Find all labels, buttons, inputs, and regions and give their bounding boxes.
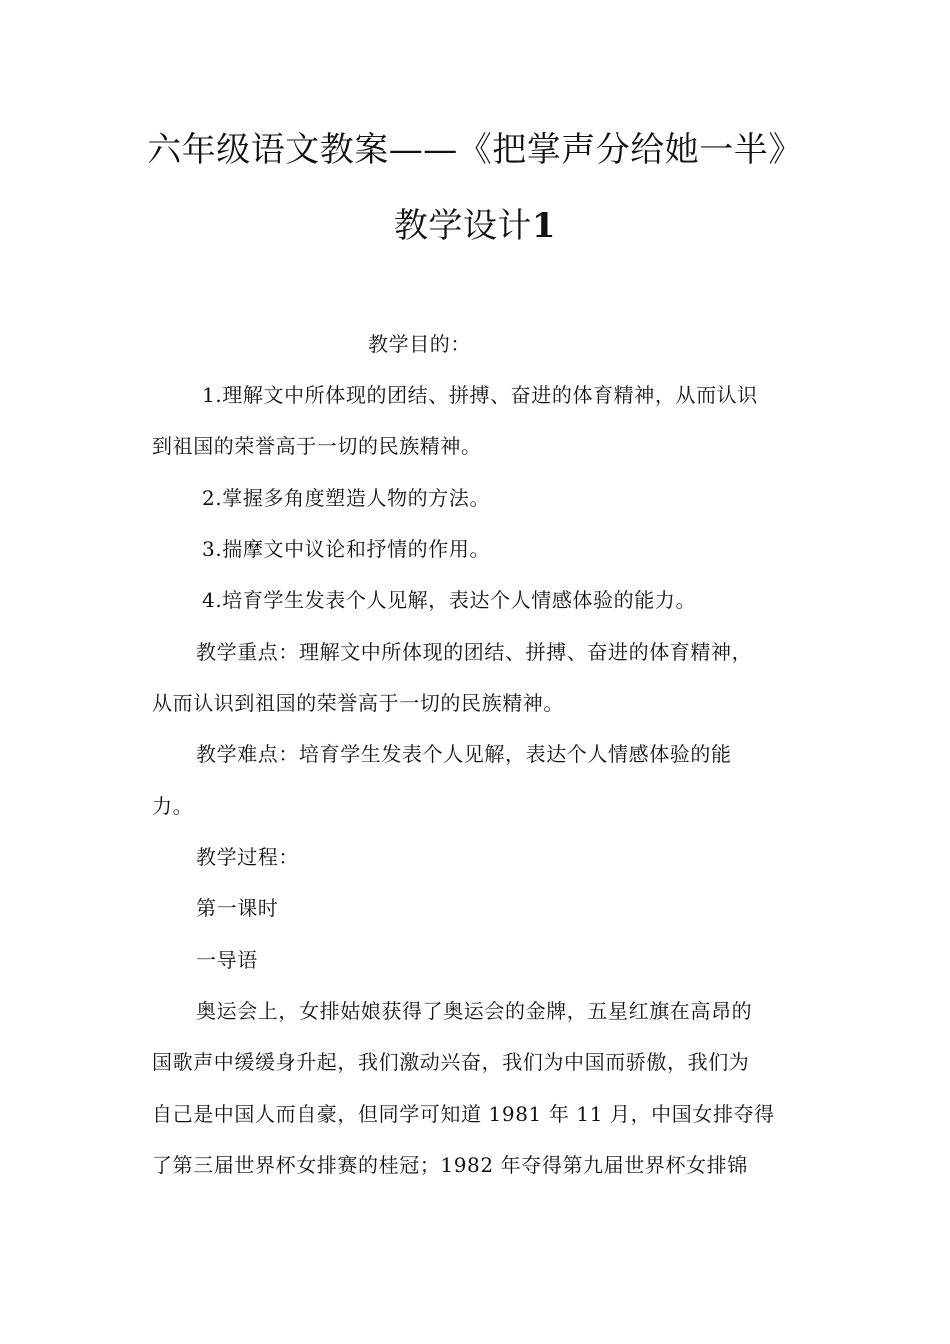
title-number: 1 — [531, 206, 557, 246]
intro-heading: 一导语 — [196, 948, 258, 972]
paragraph-line-2: 国歌声中缓缓身升起，我们激动兴奋，我们为中国而骄傲，我们为 — [152, 1050, 750, 1074]
objectives-heading: 教学目的： — [368, 332, 471, 356]
title-text: 教学设计 — [393, 206, 532, 246]
lesson-heading: 第一课时 — [196, 896, 279, 920]
teaching-difficulty-line-1: 教学难点：培育学生发表个人见解，表达个人情感体验的能 — [196, 742, 732, 766]
objective-2: 2.掌握多角度塑造人物的方法。 — [202, 486, 491, 510]
objective-1-line-2: 到祖国的荣誉高于一切的民族精神。 — [152, 434, 482, 458]
document-title-line-2 — [0, 198, 950, 247]
teaching-focus-line-1: 教学重点：理解文中所体现的团结、拼搏、奋进的体育精神， — [196, 640, 753, 664]
paragraph-line-4: 了第三届世界杯女排赛的桂冠；1982 年夺得第九届世界杯女排锦 — [152, 1153, 748, 1177]
teaching-difficulty-line-2: 力。 — [152, 794, 194, 818]
teaching-focus-line-2: 从而认识到祖国的荣誉高于一切的民族精神。 — [152, 691, 564, 715]
paragraph-line-3: 自己是中国人而自豪，但同学可知道 1981 年 11 月，中国女排夺得 — [152, 1102, 775, 1126]
paragraph-line-1: 奥运会上，女排姑娘获得了奥运会的金牌，五星红旗在高昂的 — [196, 999, 753, 1023]
objective-1-line-1: 1.理解文中所体现的团结、拼搏、奋进的体育精神，从而认识 — [202, 383, 758, 407]
objective-3: 3.揣摩文中议论和抒情的作用。 — [202, 537, 491, 561]
document-title-line-1: 六年级语文教案——《把掌声分给她一半》 — [147, 130, 803, 170]
objective-4: 4.培育学生发表个人见解，表达个人情感体验的能力。 — [202, 588, 697, 612]
process-heading: 教学过程： — [196, 845, 299, 869]
